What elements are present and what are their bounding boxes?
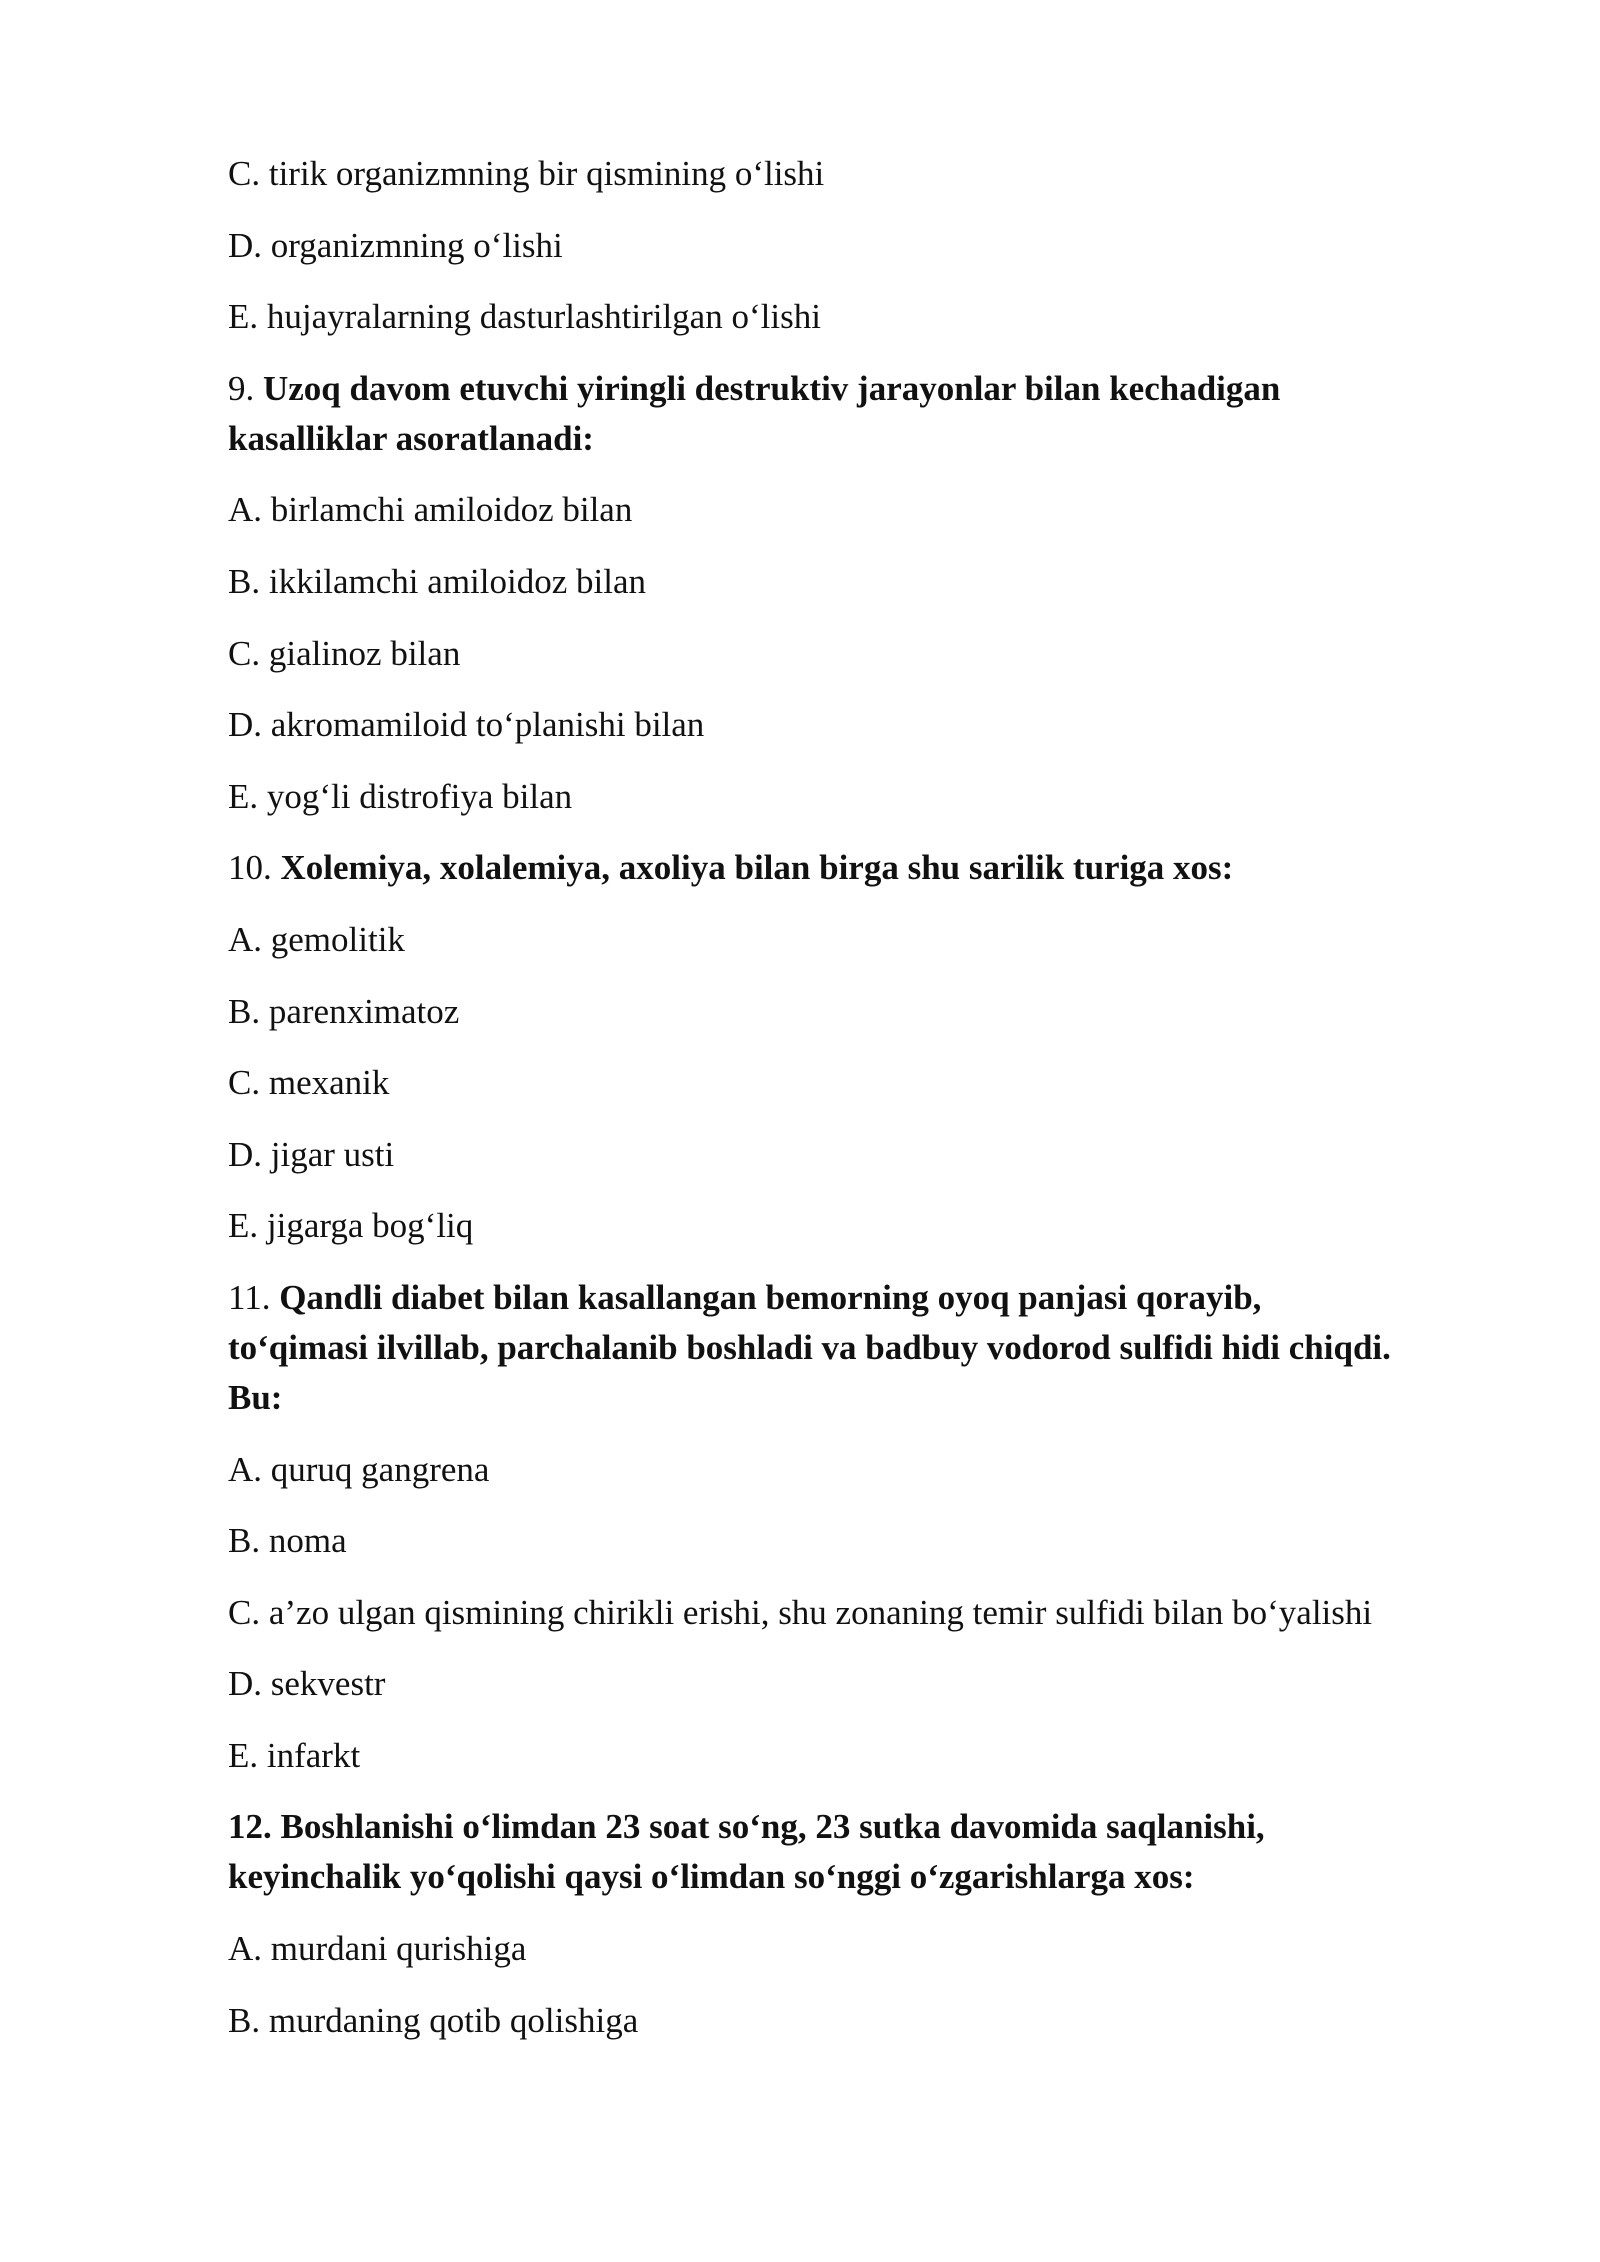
option-e: E. infarkt	[228, 1735, 361, 1775]
question-text: Boshlanishi o‘limdan 23 soat so‘ng, 23 sutka davomida saqlanishi,	[280, 1807, 1265, 1847]
question-12	[228, 1802, 1528, 1902]
question-11	[228, 1273, 1528, 1423]
option-c: C. tirik organizmning bir qismining o‘lishi	[228, 154, 825, 193]
question-12-line-2: keyinchalik yo‘qolishi qaysi o‘limdan so‘nggi o‘zgarishlarga xos:	[228, 1857, 1195, 1897]
option-b: B. parenximatoz	[228, 991, 460, 1031]
option-e: E. hujayralarning dasturlashtirilgan o‘lishi	[228, 297, 821, 337]
question-11-line-3: Bu:	[228, 1377, 283, 1417]
option-b: B. ikkilamchi amiloidoz bilan	[228, 561, 646, 601]
question-number: 11.	[228, 1277, 271, 1317]
question-text: Xolemiya, xolalemiya, axoliya bilan birga shu sarilik turiga xos:	[280, 848, 1234, 888]
question-text: Uzoq davom etuvchi yiringli destruktiv jarayonlar bilan kechadigan	[263, 368, 1281, 408]
option-b: B. noma	[228, 1521, 347, 1561]
question-text: Qandli diabet bilan kasallangan bemorning oyoq panjasi qorayib,	[279, 1277, 1262, 1317]
question-10	[228, 843, 1528, 893]
question-number: 10.	[228, 848, 272, 888]
question-11-line-1	[228, 1273, 1528, 1323]
question-9-line-1	[228, 364, 1528, 414]
option-a: A. birlamchi amiloidoz bilan	[228, 490, 633, 530]
option-e: E. yog‘li distrofiya bilan	[228, 776, 573, 816]
question-10-line-1	[228, 843, 1528, 893]
option-c: C. gialinoz bilan	[228, 633, 461, 673]
question-9	[228, 364, 1528, 464]
option-d: D. organizmning o‘lishi	[228, 225, 563, 265]
question-number: 9.	[228, 368, 255, 408]
question-number: 12.	[228, 1807, 272, 1847]
question-12-line-1	[228, 1802, 1528, 1852]
option-a: A. murdani qurishiga	[228, 1929, 527, 1969]
option-d: D. jigar usti	[228, 1134, 395, 1174]
question-9-line-2: kasalliklar asoratlanadi:	[228, 418, 594, 458]
option-b: B. murdaning qotib qolishiga	[228, 2000, 639, 2040]
option-a: A. gemolitik	[228, 919, 405, 959]
option-c: C. mexanik	[228, 1063, 390, 1103]
option-c: C. a’zo ulgan qismining chirikli erishi, shu zonaning temir sulfidi bilan bo‘yalishi	[228, 1592, 1373, 1632]
option-d: D. sekvestr	[228, 1664, 386, 1704]
question-11-line-2: to‘qimasi ilvillab, parchalanib boshladi va badbuy vodorod sulfidi hidi chiqdi.	[228, 1327, 1391, 1367]
test-questions-content	[228, 149, 1528, 2067]
option-d: D. akromamiloid to‘planishi bilan	[228, 705, 705, 745]
option-e: E. jigarga bog‘liq	[228, 1206, 474, 1246]
option-a: A. quruq gangrena	[228, 1449, 490, 1489]
